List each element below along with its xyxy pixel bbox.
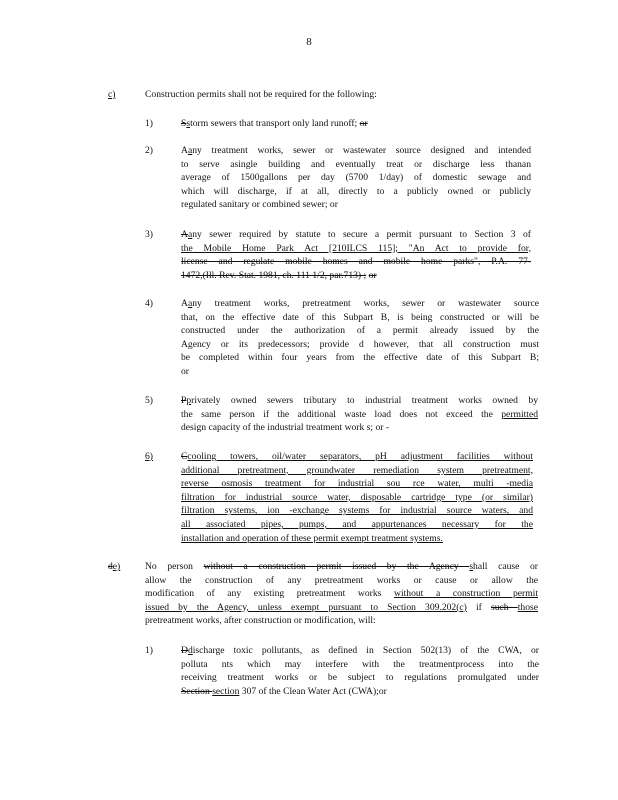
inserted-text: all associated pipes, pumps, and appurtenances necessary for the xyxy=(181,518,533,530)
text-run: ischarge toxic pollutants, as defined in Section 502(13) of the CWA, or xyxy=(192,645,539,656)
inserted-text: additional pretreatment, groundwater remediation system pretreatment, xyxy=(181,464,533,476)
text-line xyxy=(181,158,531,172)
inserted-text: p xyxy=(186,395,192,406)
text-line xyxy=(181,338,539,352)
text-run: design capacity of the industrial treatment work s; or - xyxy=(181,422,390,434)
inserted-text: s xyxy=(469,561,474,572)
text-line xyxy=(181,324,539,338)
text-run: Agency or its predecessors; provide d however, that all construction must xyxy=(181,338,539,350)
text-line xyxy=(181,351,539,365)
text-line xyxy=(181,671,539,685)
inserted-text: filtration systems, ion -exchange systems for industrial source waters, and xyxy=(181,505,533,517)
text-run: that, on the effective date of this Subpart B, is being constructed or will be xyxy=(181,311,539,323)
deleted-text: such xyxy=(491,601,518,613)
item-text xyxy=(181,228,531,282)
text-run: A xyxy=(181,145,188,156)
item-text xyxy=(181,144,531,212)
inserted-text: those xyxy=(517,601,538,613)
item-text xyxy=(181,117,502,131)
inserted-text: reverse osmosis treatment for industrial sou rce water, multi -media xyxy=(181,478,533,490)
item-number: 1) xyxy=(145,118,153,129)
text-run: 307 of the Clean Water Act (CWA);or xyxy=(239,685,387,697)
text-run: modification of any existing pretreatment works xyxy=(145,588,395,600)
text-run: ny treatment works, pretreatment works, sewer or wastewater source xyxy=(192,298,539,309)
text-run: or xyxy=(181,365,189,377)
text-run: receiving treatment works or be subject to regulations promulgated under xyxy=(181,672,539,684)
text-line xyxy=(181,464,533,478)
text-line xyxy=(181,228,531,242)
text-run: the same person if the additional waste load does not exceed the xyxy=(181,408,502,420)
section-d-label-struck: d xyxy=(108,561,113,572)
text-line xyxy=(181,658,539,672)
inserted-text: filtration for industrial source water, disposable cartridge type (or similar) xyxy=(181,491,533,503)
inserted-text: ooling towers, oil/water separators, pH adjustment facilities without xyxy=(191,451,533,462)
deleted-text: C xyxy=(181,451,188,462)
text-line xyxy=(181,297,539,311)
text-line xyxy=(145,574,538,588)
text-line xyxy=(181,117,502,131)
item-number: 2) xyxy=(145,145,153,156)
inserted-text: a xyxy=(187,145,193,156)
inserted-text: c xyxy=(187,451,192,462)
item-text xyxy=(181,297,539,379)
inserted-text: section xyxy=(212,685,240,697)
text-line xyxy=(181,421,538,435)
text-line xyxy=(181,198,531,212)
text-run: A xyxy=(181,298,188,309)
inserted-text: without a construction permit xyxy=(394,588,538,600)
item-text xyxy=(181,644,539,698)
text-run: which will discharge, if at all, directly to a publicly owned or publicly xyxy=(181,185,531,197)
text-line xyxy=(181,311,539,325)
text-line xyxy=(181,491,533,505)
text-line xyxy=(181,394,538,408)
text-line xyxy=(145,601,538,615)
inserted-text: d xyxy=(187,645,193,656)
text-line xyxy=(145,587,538,601)
text-line xyxy=(145,560,538,574)
item-number: 1) xyxy=(145,645,153,656)
text-line xyxy=(181,255,531,269)
deleted-text: Section xyxy=(181,685,213,697)
text-run: ny treatment works, sewer or wastewater source designed and intended xyxy=(192,145,531,156)
deleted-text: A xyxy=(181,229,188,240)
deleted-text: D xyxy=(181,645,188,656)
text-line xyxy=(181,685,539,699)
text-run: if xyxy=(466,601,492,613)
deleted-text: license and regulate mobile homes and mobile home parks", P.A. 77- xyxy=(181,256,531,268)
text-line xyxy=(181,185,531,199)
section-c-intro: Construction permits shall not be required for the following: xyxy=(145,89,377,100)
item-number: 5) xyxy=(145,395,153,406)
text-run: average of 1500gallons per day (5700 1/day) of domestic sewage and xyxy=(181,172,531,184)
text-line xyxy=(181,171,531,185)
text-line xyxy=(181,269,531,283)
text-run: No person xyxy=(145,561,204,572)
text-run: regulated sanitary or combined sewer; or xyxy=(181,199,338,211)
text-line xyxy=(145,614,538,628)
section-d-label xyxy=(108,560,120,574)
text-run: pretreatment works, after construction or modification, will: xyxy=(145,615,376,627)
deleted-text: or xyxy=(368,269,377,281)
text-line xyxy=(181,242,531,256)
text-run: hall cause or xyxy=(473,561,538,572)
section-d-label-new: e) xyxy=(112,561,121,572)
inserted-text: s xyxy=(186,118,191,129)
text-line xyxy=(181,408,538,422)
inserted-text: installation and operation of these permit exempt treatment systems. xyxy=(181,532,443,544)
section-c-label: c) xyxy=(108,89,116,100)
inserted-text: permitted xyxy=(501,408,538,420)
text-line xyxy=(181,477,533,491)
deleted-text: S xyxy=(181,118,187,129)
item-number: 6) xyxy=(145,451,153,462)
page-number: 8 xyxy=(306,36,312,48)
item-text xyxy=(181,450,533,545)
item-text xyxy=(181,394,538,435)
text-run: polluta nts which may interfere with the treatmentprocess into the xyxy=(181,658,539,670)
deleted-text: without a construction permit issued by the Agency xyxy=(203,561,470,572)
text-run: rivately owned sewers tributary to industrial treatment works owned by xyxy=(191,395,538,406)
text-run: ny sewer required by statute to secure a permit pursuant to Section 3 of xyxy=(192,229,531,240)
inserted-text: a xyxy=(187,298,193,309)
text-line xyxy=(181,518,533,532)
item-number: 3) xyxy=(145,229,153,240)
text-run: allow the construction of any pretreatment works or cause or allow the xyxy=(145,574,538,586)
text-run: torm sewers that transport only land runoff; xyxy=(190,118,360,129)
text-line xyxy=(181,450,533,464)
text-line xyxy=(181,532,533,546)
deleted-text: P xyxy=(181,395,187,406)
text-line xyxy=(181,644,539,658)
section-d-text xyxy=(145,560,538,628)
text-run: to serve asingle building and eventually treat or discharge less thanan xyxy=(181,158,531,170)
deleted-text: or xyxy=(359,118,368,129)
inserted-text: a xyxy=(187,229,193,240)
text-run: constructed under the authorization of a permit already issued by the xyxy=(181,325,539,337)
deleted-text: 1472,(Ill. Rev. Stat. 1981, ch. 111 1/2, par.713) ; xyxy=(181,269,367,281)
inserted-text: the Mobile Home Park Act [210ILCS 115]; "An Act to provide for, xyxy=(181,242,531,254)
text-line xyxy=(181,144,531,158)
text-line xyxy=(181,504,533,518)
text-run: be completed within four years from the effective date of this Subpart B; xyxy=(181,352,539,364)
item-number: 4) xyxy=(145,298,153,309)
inserted-text: issued by the Agency, unless exempt pursuant to Section 309.202(c) xyxy=(145,601,467,613)
text-line xyxy=(181,365,539,379)
